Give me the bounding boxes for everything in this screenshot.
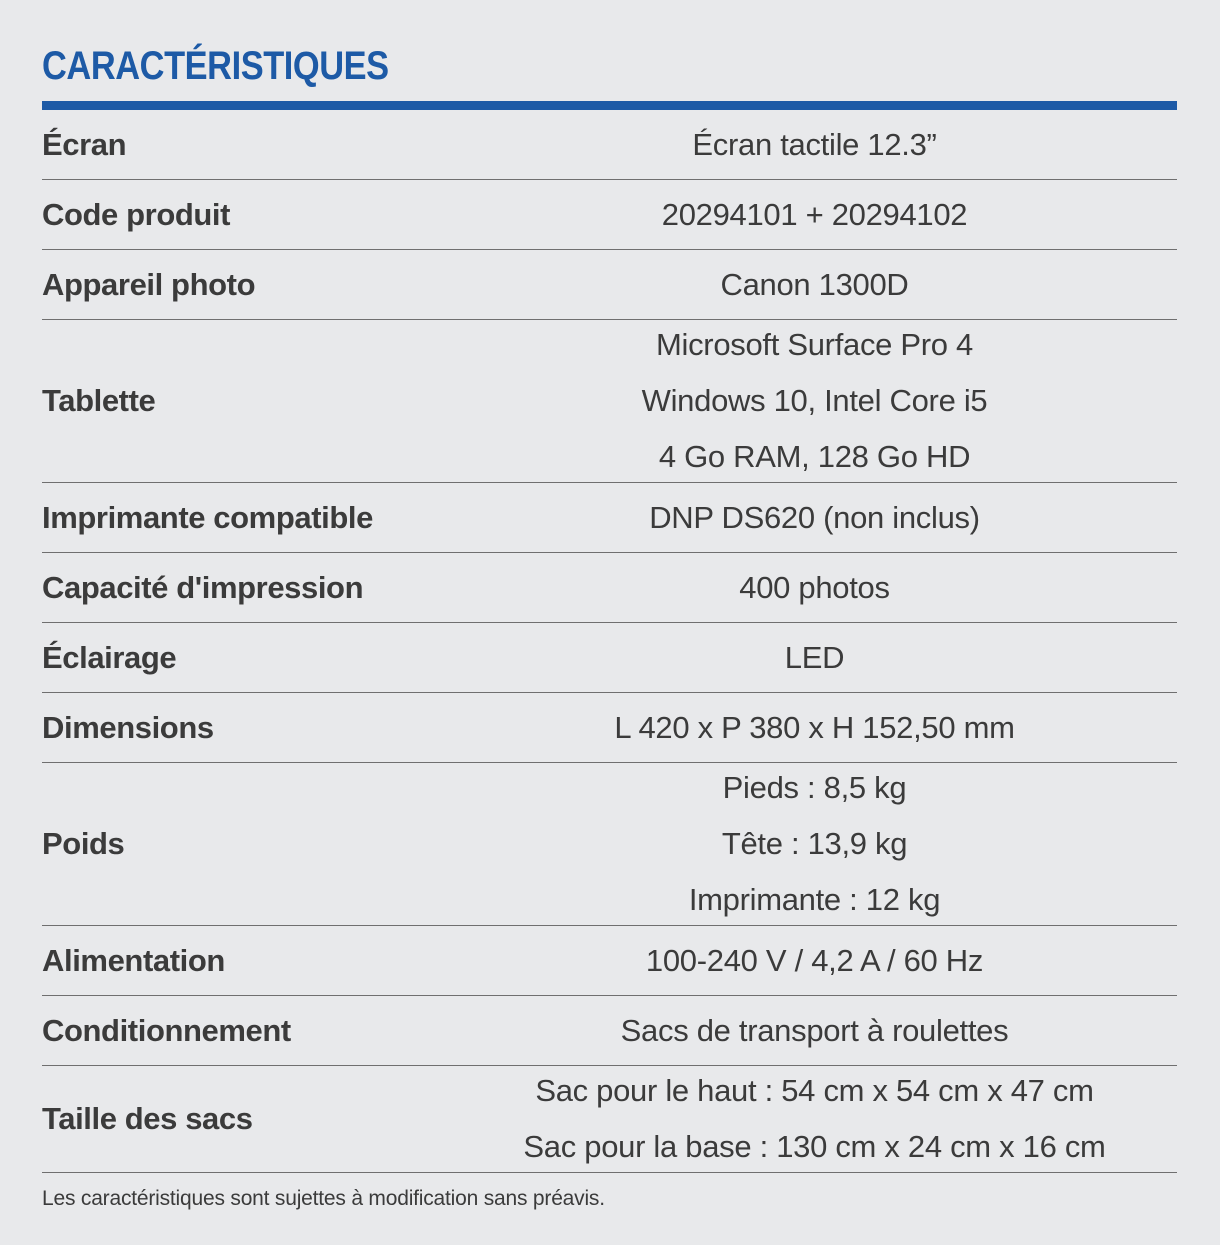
spec-label: Taille des sacs xyxy=(42,1101,253,1136)
spec-row-dimensions xyxy=(42,693,1177,763)
title-underline xyxy=(42,101,1177,110)
spec-value-line: Imprimante : 12 kg xyxy=(688,882,941,917)
spec-value xyxy=(482,1003,1177,1059)
spec-label: Tablette xyxy=(42,383,156,418)
spec-row-code-produit xyxy=(42,180,1177,250)
spec-value-line: Pieds : 8,5 kg xyxy=(722,770,907,805)
spec-value-line: LED xyxy=(784,639,845,675)
spec-label: Imprimante compatible xyxy=(42,499,373,535)
spec-value-line: 400 photos xyxy=(739,569,890,605)
spec-row-ecran xyxy=(42,110,1177,180)
spec-value xyxy=(482,117,1177,173)
spec-row-poids xyxy=(42,763,1177,926)
spec-label: Appareil photo xyxy=(42,266,256,302)
spec-row-appareil-photo xyxy=(42,250,1177,320)
spec-value-line: Sac pour le haut : 54 cm x 54 cm x 47 cm xyxy=(535,1073,1094,1108)
spec-value-line: L 420 x P 380 x H 152,50 mm xyxy=(614,709,1015,745)
spec-row-eclairage xyxy=(42,623,1177,693)
spec-value xyxy=(482,1063,1177,1175)
spec-value-line: Microsoft Surface Pro 4 xyxy=(656,327,973,362)
spec-label: Dimensions xyxy=(42,709,214,745)
spec-value xyxy=(482,317,1177,485)
spec-value xyxy=(482,760,1177,928)
spec-label: Écran xyxy=(42,126,127,162)
spec-value-line: 4 Go RAM, 128 Go HD xyxy=(658,439,971,474)
spec-value-line: Tête : 13,9 kg xyxy=(721,826,908,861)
spec-value-line: 20294101 + 20294102 xyxy=(661,196,968,232)
spec-value-line: Sac pour la base : 130 cm x 24 cm x 16 cm xyxy=(523,1129,1106,1164)
spec-value xyxy=(482,630,1177,686)
spec-row-conditionnement xyxy=(42,996,1177,1066)
spec-label: Alimentation xyxy=(42,942,225,978)
spec-value xyxy=(482,933,1177,989)
spec-value xyxy=(482,490,1177,546)
spec-row-alimentation xyxy=(42,926,1177,996)
spec-label: Conditionnement xyxy=(42,1012,291,1048)
spec-value xyxy=(482,187,1177,243)
spec-label: Capacité d'impression xyxy=(42,569,364,605)
spec-row-imprimante-compatible xyxy=(42,483,1177,553)
spec-label: Poids xyxy=(42,826,125,861)
spec-value xyxy=(482,257,1177,313)
page-title: CARACTÉRISTIQUES xyxy=(42,44,389,88)
spec-value-line: DNP DS620 (non inclus) xyxy=(649,499,980,535)
spec-row-tablette xyxy=(42,320,1177,483)
spec-table xyxy=(42,110,1177,1173)
spec-value-line: Windows 10, Intel Core i5 xyxy=(641,383,988,418)
spec-value xyxy=(482,560,1177,616)
spec-value xyxy=(482,700,1177,756)
spec-label: Code produit xyxy=(42,196,231,232)
spec-value-line: 100-240 V / 4,2 A / 60 Hz xyxy=(645,942,984,978)
spec-label: Éclairage xyxy=(42,639,177,675)
spec-sheet xyxy=(42,40,1177,1211)
spec-row-taille-des-sacs xyxy=(42,1066,1177,1173)
spec-row-capacite-impression xyxy=(42,553,1177,623)
footnote: Les caractéristiques sont sujettes à modification sans préavis. xyxy=(42,1187,605,1210)
spec-value-line: Canon 1300D xyxy=(720,266,909,302)
spec-value-line: Écran tactile 12.3” xyxy=(692,126,937,162)
spec-value-line: Sacs de transport à roulettes xyxy=(620,1012,1009,1048)
